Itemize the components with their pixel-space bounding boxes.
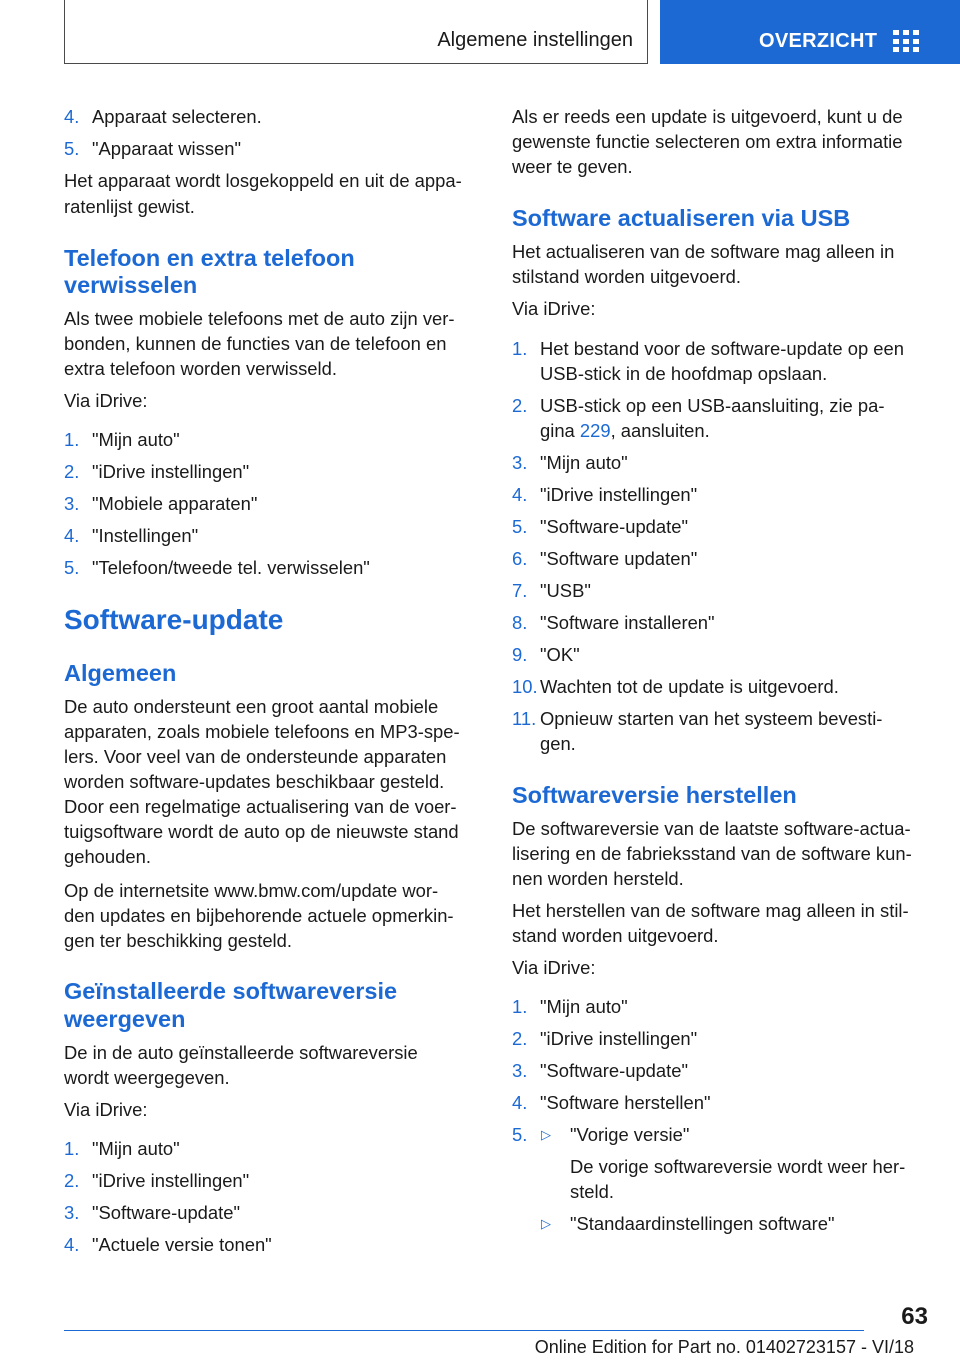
paragraph-line: stilstand worden uitgevoerd. (512, 266, 741, 287)
paragraph-line: Door een regelmatige actualisering van de voer- (64, 796, 457, 817)
paragraph-line: De in de auto geïnstalleerde softwareversie (64, 1042, 418, 1063)
list-number: 4. (512, 484, 528, 505)
paragraph-line: Op de internetsite www.bmw.com/update wor- (64, 880, 439, 901)
list-item: Opnieuw starten van het systeem bevesti- (540, 708, 883, 729)
heading-telefoon-line2: verwisselen (64, 272, 198, 298)
grid-icon[interactable] (893, 30, 919, 52)
paragraph-line: Het herstellen van de software mag alleen in stil- (512, 900, 909, 921)
list-number: 3. (64, 493, 80, 514)
paragraph-line: worden software-updates beschikbaar gesteld. (64, 771, 445, 792)
paragraph-line: apparaten, zoals mobiele telefoons en MP3-spe- (64, 721, 460, 742)
list-item: "Actuele versie tonen" (92, 1234, 272, 1255)
list-item: "Software updaten" (540, 548, 698, 569)
paragraph-line: gehouden. (64, 846, 151, 867)
list-item-cont: gen. (540, 733, 576, 754)
paragraph-line: extra telefoon worden verwisseld. (64, 358, 337, 379)
paragraph-line: Het actualiseren van de software mag alleen in (512, 241, 895, 262)
heading-geinstalleerd-line2: weergeven (64, 1006, 186, 1032)
triangle-bullet-icon: ▷ (541, 1127, 551, 1142)
list-number: 1. (64, 1138, 80, 1159)
paragraph-line: Het apparaat wordt losgekoppeld en uit de appa- (64, 170, 462, 191)
list-number: 5. (64, 557, 80, 578)
section-title: Algemene instellingen (437, 29, 633, 51)
paragraph-line: De auto ondersteunt een groot aantal mobiele (64, 696, 439, 717)
page-number: 63 (901, 1303, 928, 1330)
overview-label: OVERZICHT (759, 30, 878, 52)
list-number: 6. (512, 548, 528, 569)
list-number: 9. (512, 644, 528, 665)
list-number: 3. (64, 1202, 80, 1223)
list-item: "Instellingen" (92, 525, 199, 546)
list-number: 3. (512, 452, 528, 473)
paragraph-line: Als er reeds een update is uitgevoerd, kunt u de (512, 106, 903, 127)
list-item: Wachten tot de update is uitgevoerd. (540, 676, 839, 697)
list-item: "iDrive instellingen" (92, 461, 250, 482)
paragraph-line: bonden, kunnen de functies van de telefoon en (64, 333, 447, 354)
list-item: "USB" (540, 580, 591, 601)
paragraph-line: lisering en de fabrieksstand van de software kun- (512, 843, 912, 864)
list-item: Het bestand voor de software-update op een (540, 338, 904, 359)
list-number: 10. (512, 676, 538, 697)
list-item: "Software herstellen" (540, 1092, 711, 1113)
list-number: 4. (512, 1092, 528, 1113)
list-item: "OK" (540, 644, 580, 665)
paragraph-line: gewenste functie selecteren om extra informatie (512, 131, 903, 152)
paragraph-line: stand worden uitgevoerd. (512, 925, 719, 946)
text: gina (540, 420, 580, 441)
list-item-cont: USB-stick in de hoofdmap opslaan. (540, 363, 828, 384)
list-number: 7. (512, 580, 528, 601)
heading-usb: Software actualiseren via USB (512, 205, 851, 231)
list-item: "Software-update" (540, 516, 689, 537)
list-item: "Mijn auto" (540, 452, 628, 473)
paragraph-line: lers. Voor veel van de ondersteunde apparaten (64, 746, 447, 767)
paragraph-line: Als twee mobiele telefoons met de auto zijn ver- (64, 308, 455, 329)
footer-divider (64, 1330, 864, 1331)
via-idrive: Via iDrive: (512, 957, 596, 978)
list-number: 4. (64, 1234, 80, 1255)
heading-geinstalleerd: Geïnstalleerde softwareversie (64, 978, 398, 1004)
text: , aansluiten. (610, 420, 710, 441)
list-number: 2. (512, 1028, 528, 1049)
edition-footer: Online Edition for Part no. 01402723157 - VI/18 (534, 1337, 914, 1357)
triangle-bullet-icon: ▷ (541, 1216, 551, 1231)
sub-item-desc: De vorige softwareversie wordt weer her- (570, 1156, 906, 1177)
list-number: 2. (512, 395, 528, 416)
paragraph-line: ratenlijst gewist. (64, 196, 195, 217)
paragraph-line: De softwareversie van de laatste software-actua- (512, 818, 911, 839)
list-item: "iDrive instellingen" (92, 1170, 250, 1191)
paragraph-line: den updates en bijbehorende actuele opmerkin- (64, 905, 454, 926)
list-number: 8. (512, 612, 528, 633)
list-item: "Mijn auto" (92, 429, 180, 450)
via-idrive: Via iDrive: (64, 390, 148, 411)
section-header (64, 0, 648, 64)
list-number: 4. (64, 525, 80, 546)
heading-telefoon: Telefoon en extra telefoon (64, 245, 355, 271)
list-number: 5. (512, 1124, 528, 1145)
page-link[interactable]: 229 (579, 420, 611, 441)
list-item: Apparaat selecteren. (92, 106, 262, 127)
list-number: 2. (64, 1170, 80, 1191)
sub-item: "Standaardinstellingen software" (570, 1213, 835, 1234)
list-number: 1. (512, 996, 528, 1017)
heading-algemeen: Algemeen (64, 660, 177, 686)
heading-software-update: Software-update (64, 604, 284, 635)
list-number: 5. (64, 138, 80, 159)
list-item: "Apparaat wissen" (92, 138, 242, 159)
list-item: "Mobiele apparaten" (92, 493, 258, 514)
list-item: "iDrive instellingen" (540, 484, 698, 505)
list-item: "Software installeren" (540, 612, 715, 633)
list-item: USB-stick op een USB-aansluiting, zie pa- (540, 395, 885, 416)
sub-item-desc: steld. (570, 1181, 614, 1202)
list-number: 3. (512, 1060, 528, 1081)
list-number: 1. (512, 338, 528, 359)
paragraph-line: wordt weergegeven. (64, 1067, 230, 1088)
via-idrive: Via iDrive: (64, 1099, 148, 1120)
via-idrive: Via iDrive: (512, 298, 596, 319)
paragraph-line: gen ter beschikking gesteld. (64, 930, 292, 951)
list-number: 11. (512, 708, 537, 729)
list-number: 1. (64, 429, 80, 450)
paragraph-line: weer te geven. (512, 156, 633, 177)
sub-item: "Vorige versie" (570, 1124, 690, 1145)
list-item: "Telefoon/tweede tel. verwisselen" (92, 557, 370, 578)
list-number: 4. (64, 106, 80, 127)
list-item: "iDrive instellingen" (540, 1028, 698, 1049)
heading-herstellen: Softwareversie herstellen (512, 782, 797, 808)
list-item: "Mijn auto" (92, 1138, 180, 1159)
list-item-cont (540, 418, 710, 444)
list-number: 2. (64, 461, 80, 482)
list-item: "Software-update" (92, 1202, 241, 1223)
paragraph-line: tuigsoftware wordt de auto op de nieuwste stand (64, 821, 459, 842)
list-item: "Mijn auto" (540, 996, 628, 1017)
list-item: "Software-update" (540, 1060, 689, 1081)
paragraph-line: nen worden hersteld. (512, 868, 684, 889)
list-number: 5. (512, 516, 528, 537)
